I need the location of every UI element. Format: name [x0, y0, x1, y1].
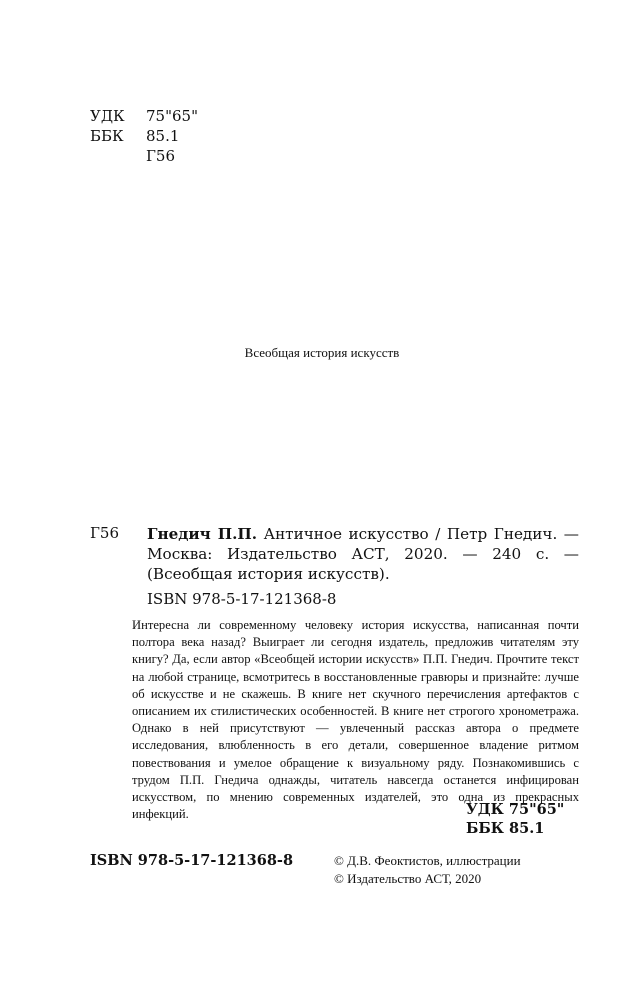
classification-block — [90, 106, 198, 166]
record-author: Гнедич П.П. — [147, 525, 258, 543]
udk-value: 75"65" — [146, 107, 198, 125]
copyright-publisher: © Издательство АСТ, 2020 — [334, 871, 482, 886]
record-author-mark: Г56 — [90, 524, 120, 542]
annotation-text: Интересна ли современному человеку история искусства, написанная почти полтора века назад? Выиграет ли сегодня издатель, предложив читателям эту книгу? Да, если автор «Всеобщей истории искусств» П.П. Гнедич. Прочтите текст на любой странице, всмотритесь в восстановленные гравюры и признайте: лучше об искусстве и не скажешь. В книге нет скучного перечисления артефактов с описанием их стилистических особенностей. В книге нет строгого хронометража. Однако в ней присутствуют — увлеченный рассказ автора о предмете исследования, влюбленность в его детали, совершенное владение ритмом повествования и умелое обращение к визуальному ряду. Познакомившись с трудом П.П. Гнедича однажды, читатель навсегда останется инфицирован искусством, по мнению современных издателей, это одна из прекрасных инфекций. — [132, 618, 579, 822]
copyright-block — [334, 852, 521, 888]
copyright-illustrations: © Д.В. Феоктистов, иллюстрации — [334, 853, 521, 868]
record-isbn: ISBN 978-5-17-121368-8 — [147, 590, 337, 608]
author-mark-row — [90, 146, 198, 166]
bbk-value: 85.1 — [146, 127, 180, 145]
footer-udk: УДК 75"65" — [466, 801, 565, 818]
footer-classification — [466, 800, 579, 838]
author-mark: Г56 — [146, 147, 176, 165]
annotation — [132, 617, 579, 823]
udk-row — [90, 106, 198, 126]
record-description: Античное искусство / Петр Гнедич. — Москва: Издательство АСТ, 2020. — 240 с. — (Всеобщая история искусств). — [147, 525, 579, 583]
footer-isbn: ISBN 978-5-17-121368-8 — [90, 852, 294, 869]
footer-bbk: ББК 85.1 — [466, 820, 545, 837]
bbk-row — [90, 126, 198, 146]
series-title: Всеобщая история искусств — [244, 345, 400, 360]
bibliographic-record — [147, 524, 579, 584]
udk-label: УДК — [90, 107, 125, 125]
bbk-label: ББК — [90, 127, 124, 145]
